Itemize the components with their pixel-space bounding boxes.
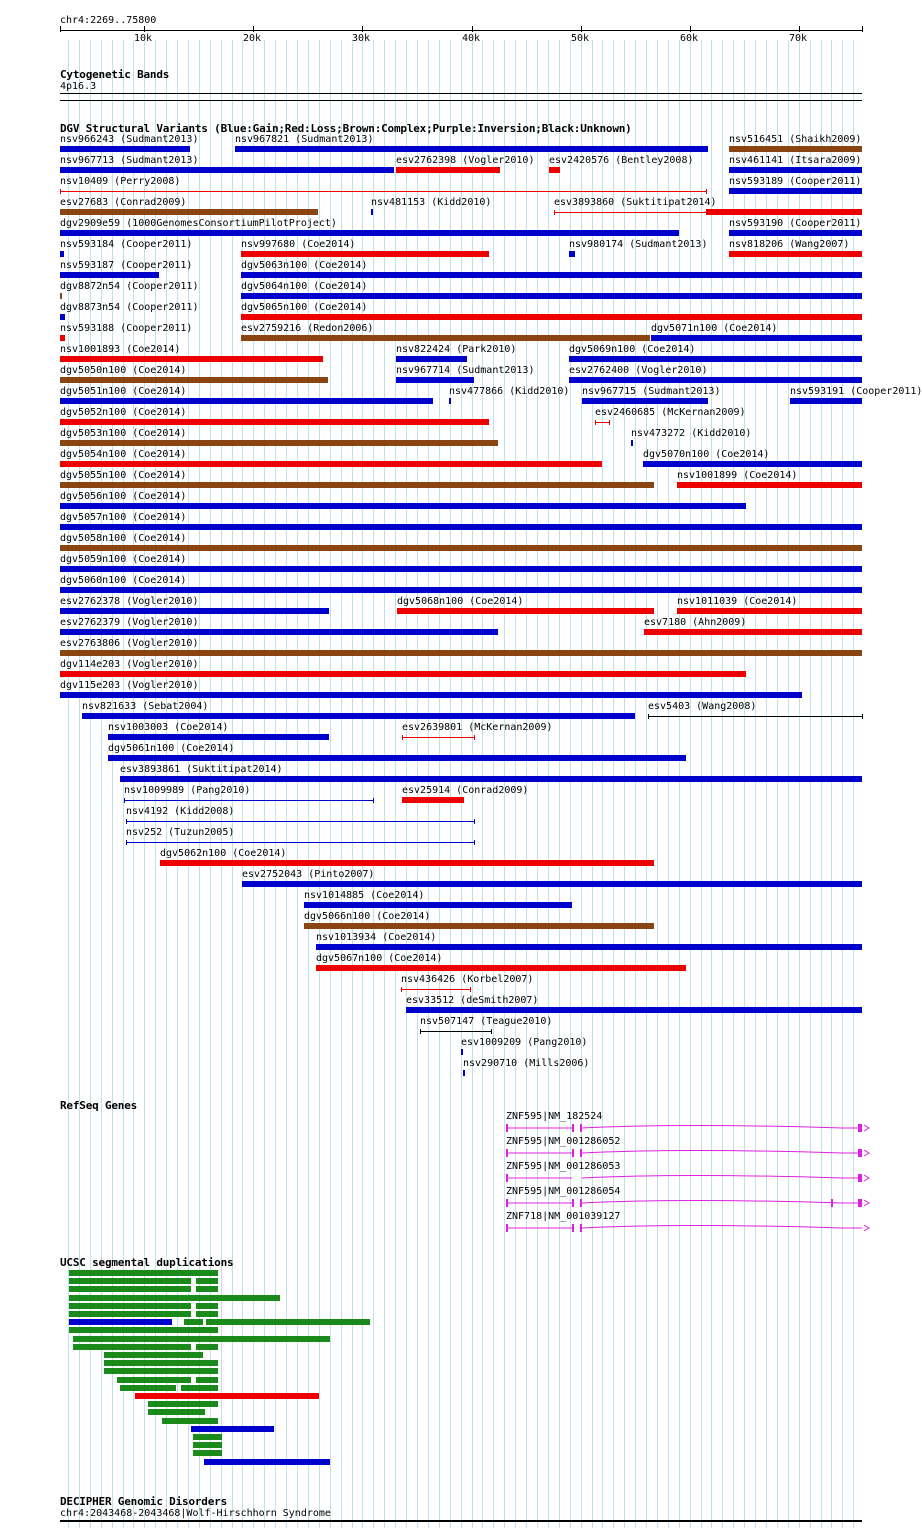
refseq-intron-line[interactable] (506, 1126, 862, 1129)
dgv-feature-label[interactable]: dgv5071n100 (Coe2014) (651, 323, 778, 334)
dgv-feature-label[interactable]: esv5403 (Wang2008) (648, 701, 757, 712)
dgv-feature-label[interactable]: nsv818206 (Wang2007) (729, 239, 850, 250)
segdup-bar[interactable] (148, 1409, 205, 1415)
dgv-feature-label[interactable]: dgv5053n100 (Coe2014) (60, 428, 187, 439)
dgv-feature-label[interactable]: dgv5069n100 (Coe2014) (569, 344, 696, 355)
segdup-bar[interactable] (69, 1311, 191, 1317)
dgv-feature-label[interactable]: esv2762400 (Vogler2010) (569, 365, 708, 376)
refseq-exon[interactable] (506, 1224, 508, 1232)
dgv-feature-label[interactable]: nsv967821 (Sudmant2013) (235, 134, 374, 145)
dgv-feature-label[interactable]: dgv8873n54 (Cooper2011) (60, 302, 199, 313)
dgv-feature-label[interactable]: dgv5063n100 (Coe2014) (241, 260, 368, 271)
dgv-feature-label[interactable]: nsv1014885 (Coe2014) (304, 890, 425, 901)
segdup-bar[interactable] (117, 1377, 191, 1383)
dgv-feature-label[interactable]: nsv436426 (Korbel2007) (401, 974, 534, 985)
refseq-exon[interactable] (572, 1149, 574, 1157)
dgv-feature-label[interactable]: nsv1001899 (Coe2014) (677, 470, 798, 481)
dgv-feature-label[interactable]: dgv5051n100 (Coe2014) (60, 386, 187, 397)
dgv-feature-label[interactable]: esv2762378 (Vogler2010) (60, 596, 199, 607)
refseq-intron-line[interactable] (506, 1176, 862, 1179)
dgv-feature-label[interactable]: esv33512 (deSmith2007) (406, 995, 539, 1006)
segdup-track-title[interactable]: UCSC segmental duplications (60, 1256, 234, 1269)
dgv-feature-label[interactable]: esv2460685 (McKernan2009) (595, 407, 746, 418)
dgv-feature-label[interactable]: nsv593189 (Cooper2011) (729, 176, 862, 187)
ruler-tick-label: 70k (789, 33, 808, 44)
decipher-bar (60, 1520, 862, 1522)
dgv-feature-label[interactable]: dgv115e203 (Vogler2010) (60, 680, 199, 691)
ruler-tick-label: 30k (352, 33, 371, 44)
dgv-feature-label[interactable]: dgv5056n100 (Coe2014) (60, 491, 187, 502)
strand-arrow-icon (864, 1175, 869, 1181)
dgv-feature-label[interactable]: nsv473272 (Kidd2010) (631, 428, 752, 439)
refseq-exon[interactable] (858, 1174, 862, 1182)
segdup-bar[interactable] (193, 1450, 222, 1456)
dgv-track-title[interactable]: DGV Structural Variants (Blue:Gain;Red:Loss;Brown:Complex;Purple:Inversion;Black:Unknown) (60, 122, 632, 135)
dgv-feature-label[interactable]: nsv593190 (Cooper2011) (729, 218, 862, 229)
dgv-feature-label[interactable]: dgv5054n100 (Coe2014) (60, 449, 187, 460)
segdup-bar[interactable] (196, 1278, 218, 1284)
strand-arrow-icon (864, 1200, 869, 1206)
strand-arrow-icon (864, 1125, 869, 1131)
dgv-feature-label[interactable]: dgv5061n100 (Coe2014) (108, 743, 235, 754)
ruler-tick-label: 20k (243, 33, 262, 44)
dgv-feature-label[interactable]: nsv10409 (Perry2008) (60, 176, 181, 187)
dgv-feature-label[interactable]: esv2762379 (Vogler2010) (60, 617, 199, 628)
dgv-feature-label[interactable]: dgv5064n100 (Coe2014) (241, 281, 368, 292)
segdup-bar[interactable] (193, 1442, 222, 1448)
dgv-feature-label[interactable]: esv3893861 (Suktitipat2014) (120, 764, 283, 775)
dgv-feature-label[interactable]: nsv252 (Tuzun2005) (126, 827, 235, 838)
refseq-gene-label[interactable]: ZNF595|NM_001286052 (506, 1136, 621, 1147)
refseq-exon[interactable] (506, 1174, 508, 1182)
dgv-feature-label[interactable]: nsv980174 (Sudmant2013) (569, 239, 708, 250)
cytoband-track-title[interactable]: Cytogenetic Bands (60, 68, 170, 81)
dgv-feature-label[interactable]: nsv1001893 (Coe2014) (60, 344, 181, 355)
refseq-exon[interactable] (858, 1149, 862, 1157)
refseq-gene-label[interactable]: ZNF595|NM_001286053 (506, 1161, 621, 1172)
segdup-bar[interactable] (69, 1270, 218, 1276)
dgv-feature-label[interactable]: nsv822424 (Park2010) (396, 344, 517, 355)
dgv-feature-label[interactable]: dgv5065n100 (Coe2014) (241, 302, 368, 313)
segdup-bar[interactable] (69, 1278, 191, 1284)
dgv-feature-label[interactable]: nsv290710 (Mills2006) (463, 1058, 590, 1069)
dgv-feature-label[interactable]: dgv5066n100 (Coe2014) (304, 911, 431, 922)
refseq-intron-line[interactable] (506, 1201, 862, 1204)
refseq-gene-label[interactable]: ZNF595|NM_182524 (506, 1111, 603, 1122)
dgv-feature-label[interactable]: esv1009209 (Pang2010) (461, 1037, 588, 1048)
refseq-exon[interactable] (572, 1124, 574, 1132)
segdup-bar[interactable] (191, 1426, 274, 1432)
segdup-bar[interactable] (184, 1319, 203, 1325)
segdup-bar[interactable] (204, 1459, 330, 1465)
segdup-bar[interactable] (196, 1344, 218, 1350)
dgv-feature-label[interactable]: dgv5062n100 (Coe2014) (160, 848, 287, 859)
dgv-feature-label[interactable]: nsv821633 (Sebat2004) (82, 701, 209, 712)
segdup-bar[interactable] (181, 1385, 218, 1391)
cytoband-label: 4p16.3 (60, 81, 97, 92)
refseq-exon[interactable] (572, 1199, 574, 1207)
segdup-bar[interactable] (206, 1319, 370, 1325)
refseq-exon[interactable] (580, 1224, 582, 1232)
strand-arrow-icon (864, 1150, 869, 1156)
segdup-bar[interactable] (196, 1377, 218, 1383)
dgv-feature-label[interactable]: dgv2909e59 (1000GenomesConsortiumPilotProject) (60, 218, 337, 229)
dgv-feature-label[interactable]: nsv593184 (Cooper2011) (60, 239, 193, 250)
refseq-exon[interactable] (831, 1199, 833, 1207)
dgv-feature-label[interactable]: dgv5055n100 (Coe2014) (60, 470, 187, 481)
refseq-exon[interactable] (858, 1124, 862, 1132)
dgv-feature-label[interactable]: nsv477866 (Kidd2010) (449, 386, 570, 397)
dgv-feature-label[interactable]: nsv1011039 (Coe2014) (677, 596, 798, 607)
segdup-bar[interactable] (120, 1385, 176, 1391)
refseq-intron-line[interactable] (506, 1226, 862, 1229)
segdup-bar[interactable] (69, 1319, 172, 1325)
segdup-bar[interactable] (148, 1401, 218, 1407)
dgv-feature-label[interactable]: esv2762398 (Vogler2010) (396, 155, 535, 166)
refseq-exon[interactable] (506, 1199, 508, 1207)
dgv-feature-label[interactable]: nsv4192 (Kidd2008) (126, 806, 235, 817)
dgv-feature-label[interactable]: nsv516451 (Shaikh2009) (729, 134, 862, 145)
segdup-bar[interactable] (73, 1344, 191, 1350)
dgv-feature-label[interactable]: esv3893860 (Suktitipat2014) (554, 197, 717, 208)
dgv-feature-label[interactable]: dgv8872n54 (Cooper2011) (60, 281, 199, 292)
dgv-feature-label[interactable]: nsv967714 (Sudmant2013) (396, 365, 535, 376)
dgv-feature-label[interactable]: nsv966243 (Sudmant2013) (60, 134, 199, 145)
decipher-track-title[interactable]: DECIPHER Genomic Disorders (60, 1495, 227, 1508)
segdup-bar[interactable] (162, 1418, 218, 1424)
refseq-gene-label[interactable]: ZNF718|NM_001039127 (506, 1211, 621, 1222)
segdup-bar[interactable] (104, 1360, 218, 1366)
dgv-feature-label[interactable]: dgv5060n100 (Coe2014) (60, 575, 187, 586)
ruler-tick-label: 40k (462, 33, 481, 44)
dgv-feature-label[interactable]: nsv593187 (Cooper2011) (60, 260, 193, 271)
decipher-item[interactable]: chr4:2043468-2043468|Wolf-Hirschhorn Syndrome (60, 1508, 331, 1519)
dgv-feature-label[interactable]: esv2763806 (Vogler2010) (60, 638, 199, 649)
dgv-feature-label[interactable]: dgv5058n100 (Coe2014) (60, 533, 187, 544)
dgv-feature-label[interactable]: esv7180 (Ahn2009) (644, 617, 747, 628)
ruler-tick-label: 60k (680, 33, 699, 44)
strand-arrow-icon (864, 1225, 869, 1231)
dgv-feature-label[interactable]: esv27683 (Conrad2009) (60, 197, 187, 208)
segdup-bar[interactable] (69, 1295, 280, 1301)
dgv-feature-label[interactable]: nsv1013934 (Coe2014) (316, 932, 437, 943)
segdup-bar[interactable] (196, 1303, 218, 1309)
locus-label: chr4:2269..75800 (60, 15, 157, 26)
segdup-bar[interactable] (196, 1311, 218, 1317)
ruler-tick-label: 10k (134, 33, 153, 44)
dgv-feature-label[interactable]: nsv967715 (Sudmant2013) (582, 386, 721, 397)
segdup-bar[interactable] (69, 1303, 191, 1309)
refseq-exon[interactable] (506, 1149, 508, 1157)
segdup-bar[interactable] (193, 1434, 222, 1440)
segdup-bar[interactable] (135, 1393, 319, 1399)
refseq-intron-line[interactable] (506, 1151, 862, 1154)
dgv-feature-label[interactable]: nsv1003003 (Coe2014) (108, 722, 229, 733)
dgv-feature-label[interactable]: dgv114e203 (Vogler2010) (60, 659, 199, 670)
dgv-feature-label[interactable]: esv2420576 (Bentley2008) (549, 155, 694, 166)
dgv-feature-label[interactable]: nsv997680 (Coe2014) (241, 239, 356, 250)
segdup-bar[interactable] (69, 1327, 218, 1333)
segdup-bar[interactable] (73, 1336, 330, 1342)
refseq-exon[interactable] (506, 1124, 508, 1132)
dgv-feature-label[interactable]: nsv967713 (Sudmant2013) (60, 155, 199, 166)
dgv-feature-label[interactable]: nsv481153 (Kidd2010) (371, 197, 492, 208)
dgv-feature-label[interactable]: nsv1009989 (Pang2010) (124, 785, 251, 796)
dgv-feature-label[interactable]: esv2752043 (Pinto2007) (242, 869, 375, 880)
refseq-track-title[interactable]: RefSeq Genes (60, 1099, 138, 1112)
dgv-feature-label[interactable]: nsv593188 (Cooper2011) (60, 323, 193, 334)
dgv-feature-label[interactable]: dgv5059n100 (Coe2014) (60, 554, 187, 565)
refseq-gene-label[interactable]: ZNF595|NM_001286054 (506, 1186, 621, 1197)
dgv-feature-label[interactable]: dgv5052n100 (Coe2014) (60, 407, 187, 418)
dgv-feature-label[interactable]: nsv593191 (Cooper2011) (790, 386, 922, 397)
ruler-tick-label: 50k (571, 33, 590, 44)
dgv-feature-label[interactable]: nsv461141 (Itsara2009) (729, 155, 862, 166)
refseq-exon[interactable] (858, 1199, 862, 1207)
dgv-feature-label[interactable]: dgv5067n100 (Coe2014) (316, 953, 443, 964)
segdup-bar[interactable] (69, 1286, 191, 1292)
segdup-bar[interactable] (196, 1286, 218, 1292)
dgv-feature-label[interactable]: dgv5068n100 (Coe2014) (397, 596, 524, 607)
dgv-feature-label[interactable]: dgv5057n100 (Coe2014) (60, 512, 187, 523)
refseq-exon[interactable] (580, 1199, 582, 1207)
segdup-bar[interactable] (104, 1352, 203, 1358)
dgv-feature-label[interactable]: dgv5050n100 (Coe2014) (60, 365, 187, 376)
dgv-feature-label[interactable]: esv2759216 (Redon2006) (241, 323, 374, 334)
refseq-exon[interactable] (572, 1224, 574, 1232)
refseq-exon[interactable] (580, 1124, 582, 1132)
dgv-feature-label[interactable]: esv25914 (Conrad2009) (402, 785, 529, 796)
segdup-bar[interactable] (104, 1368, 218, 1374)
dgv-feature-label[interactable]: nsv507147 (Teague2010) (420, 1016, 553, 1027)
dgv-feature-label[interactable]: dgv5070n100 (Coe2014) (643, 449, 770, 460)
dgv-feature-label[interactable]: esv2639801 (McKernan2009) (402, 722, 553, 733)
refseq-exon[interactable] (580, 1149, 582, 1157)
